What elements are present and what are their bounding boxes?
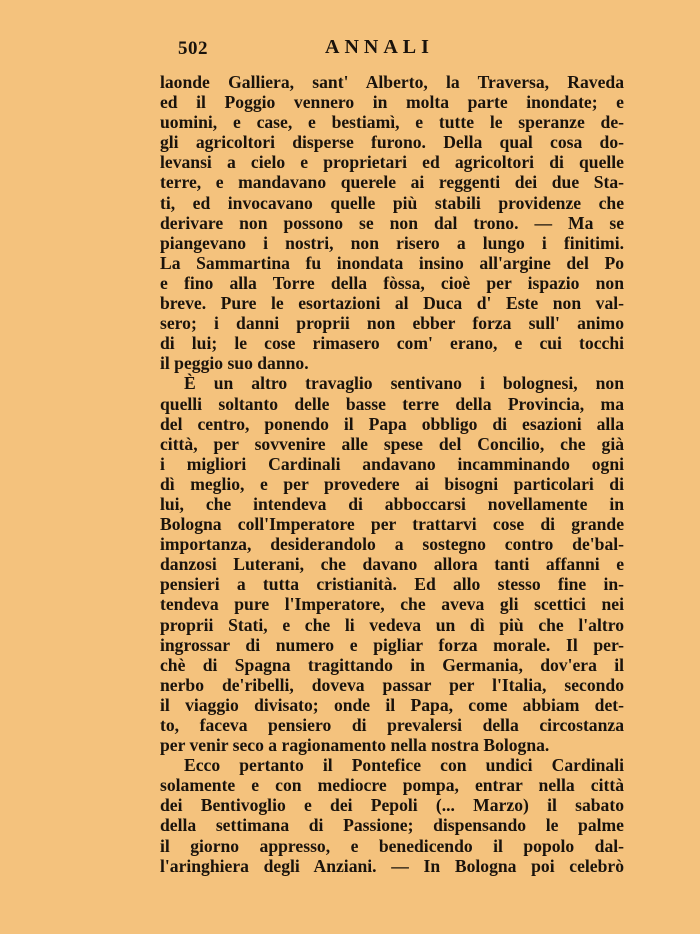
text-line: breve. Pure le esortazioni al Duca d' Este non val- [160,293,624,314]
text-line: laonde Galliera, sant' Alberto, la Traversa, Raveda [160,72,624,92]
text-line: La Sammartina fu inondata insino all'argine del Po [160,252,624,273]
text-line: Bologna coll'Imperatore per trattarvi cose di grande [160,514,624,535]
text-line: ed il Poggio vennero in molta parte inondate; e [160,92,624,113]
text-line: l'aringhiera degli Anziani. — In Bologna poi celebrò [160,855,624,876]
text-line: pensieri a tutta cristianità. Ed allo stesso fine in- [160,574,624,595]
text-line: il viaggio divisato; onde il Papa, come abbiam det- [160,694,624,715]
text-line: chè di Spagna tragittando in Germania, dov'era il [160,654,624,675]
text-line: dei Bentivoglio e dei Pepoli (... Marzo) il sabato [160,795,624,816]
text-line: tendeva pure l'Imperatore, che aveva gli scettici nei [160,594,624,615]
text-line: uomini, e case, e bestiamì, e tutte le speranze de- [160,112,624,133]
text-line: sero; i danni proprii non ebber forza sull' animo [160,313,624,334]
text-line: della settimana di Passione; dispensando le palme [160,815,624,836]
text-line: dì meglio, e per provedere ai bisogni particolari di [160,473,624,494]
text-line: proprii Stati, e che li vedeva un dì più che l'altro [160,614,624,635]
text-line: terre, e mandavano querele ai reggenti dei due Sta- [160,172,624,193]
text-line: il peggio suo danno. [160,353,309,374]
body-text [160,72,624,876]
text-line: gli agricoltori disperse furono. Della qual cosa do- [160,132,624,153]
text-line: nerbo de'ribelli, doveva passar per l'Italia, secondo [160,674,624,695]
text-line: piangevano i nostri, non risero a lungo i finitimi. [160,232,624,253]
text-line: È un altro travaglio sentivano i bolognesi, non [184,373,624,394]
text-line: ingrossar di numero e pigliar forza morale. Il per- [160,634,624,655]
text-line: e fino alla Torre della fòssa, cioè per ispazio non [160,272,624,293]
text-line: levansi a cielo e proprietari ed agricoltori di quelle [160,152,624,173]
text-line: di lui; le cose rimasero com' erano, e cui tocchi [160,333,624,354]
text-line: il giorno appresso, e benedicendo il popolo dal- [160,835,624,856]
running-title: ANNALI [325,36,434,58]
text-line: to, faceva pensiero di prevalersi della circostanza [160,715,624,735]
text-line: solamente e con mediocre pompa, entrar nella città [160,775,624,796]
text-line: Ecco pertanto il Pontefice con undici Cardinali [184,755,624,776]
text-line: i migliori Cardinali andavano incamminando ogni [160,453,624,474]
text-line: derivare non possono se non dal trono. — Ma se [160,212,624,233]
text-line: per venir seco a ragionamento nella nostra Bologna. [160,735,550,756]
text-line: importanza, desiderandolo a sostegno contro de'bal- [160,534,624,555]
text-line: città, per sovvenire alle spese del Concilio, che già [160,433,624,454]
text-line: lui, che intendeva di abboccarsi novellamente in [160,493,624,514]
page-number: 502 [178,38,208,59]
text-line: ti, ed invocavano quelle più stabili providenze che [160,192,624,213]
text-line: del centro, ponendo il Papa obbligo di esazioni alla [160,413,624,434]
text-line: danzosi Luterani, che davano allora tanti affanni e [160,554,624,575]
text-line: quelli soltanto delle basse terre della Provincia, ma [160,393,624,414]
